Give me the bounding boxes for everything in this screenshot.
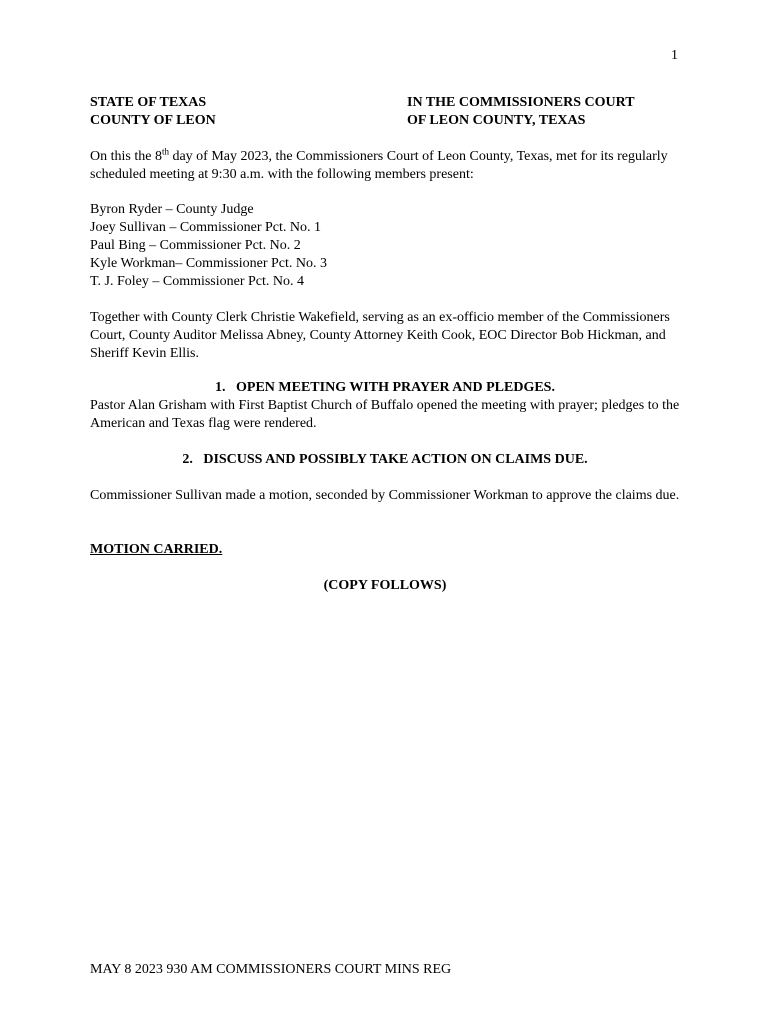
- intro-prefix: On this the 8: [90, 149, 162, 164]
- header-right: [407, 94, 635, 130]
- members-list: [90, 201, 680, 291]
- page-footer: MAY 8 2023 930 AM COMMISSIONERS COURT MINS REG: [90, 962, 452, 977]
- header-court-county: OF LEON COUNTY, TEXAS: [407, 113, 586, 128]
- header-left: [90, 94, 216, 130]
- header-state: STATE OF TEXAS: [90, 95, 207, 110]
- page-number: 1: [671, 48, 678, 63]
- member-item: Kyle Workman– Commissioner Pct. No. 3: [90, 256, 327, 271]
- intro-superscript: th: [161, 146, 169, 157]
- together-paragraph: [90, 309, 680, 363]
- item-1-text: Pastor Alan Grisham with First Baptist Church of Buffalo opened the meeting with prayer; pledges to the American and Texas flag were rendered.: [90, 398, 680, 431]
- together-text: Together with County Clerk Christie Wakefield, serving as an ex-officio member of the Commissioners Court, County Auditor Melissa Abney, County Attorney Keith Cook, EOC Director Bob Hickman, and Sheriff Kevin Ellis.: [90, 310, 670, 361]
- item-1-heading: 1. OPEN MEETING WITH PRAYER AND PLEDGES.: [215, 380, 555, 395]
- intro-suffix: day of May 2023, the Commissioners Court of Leon County, Texas, met for its regularly scheduled meeting at 9:30 a.m. with the following members present:: [90, 149, 668, 182]
- member-item: Joey Sullivan – Commissioner Pct. No. 1: [90, 220, 321, 235]
- member-item: T. J. Foley – Commissioner Pct. No. 4: [90, 274, 305, 289]
- header-court: IN THE COMMISSIONERS COURT: [407, 95, 635, 110]
- intro-paragraph: [90, 148, 680, 184]
- member-item: Paul Bing – Commissioner Pct. No. 2: [90, 238, 301, 253]
- header-county: COUNTY OF LEON: [90, 113, 216, 128]
- item-2-body: [90, 487, 680, 505]
- member-item: Byron Ryder – County Judge: [90, 202, 254, 217]
- item-2-text: Commissioner Sullivan made a motion, seconded by Commissioner Workman to approve the claims due.: [90, 488, 680, 503]
- copy-follows: (COPY FOLLOWS): [323, 578, 447, 593]
- item-1-body: [90, 397, 680, 433]
- motion-carried: MOTION CARRIED.: [90, 542, 223, 557]
- item-2-heading: 2. DISCUSS AND POSSIBLY TAKE ACTION ON CLAIMS DUE.: [182, 452, 588, 467]
